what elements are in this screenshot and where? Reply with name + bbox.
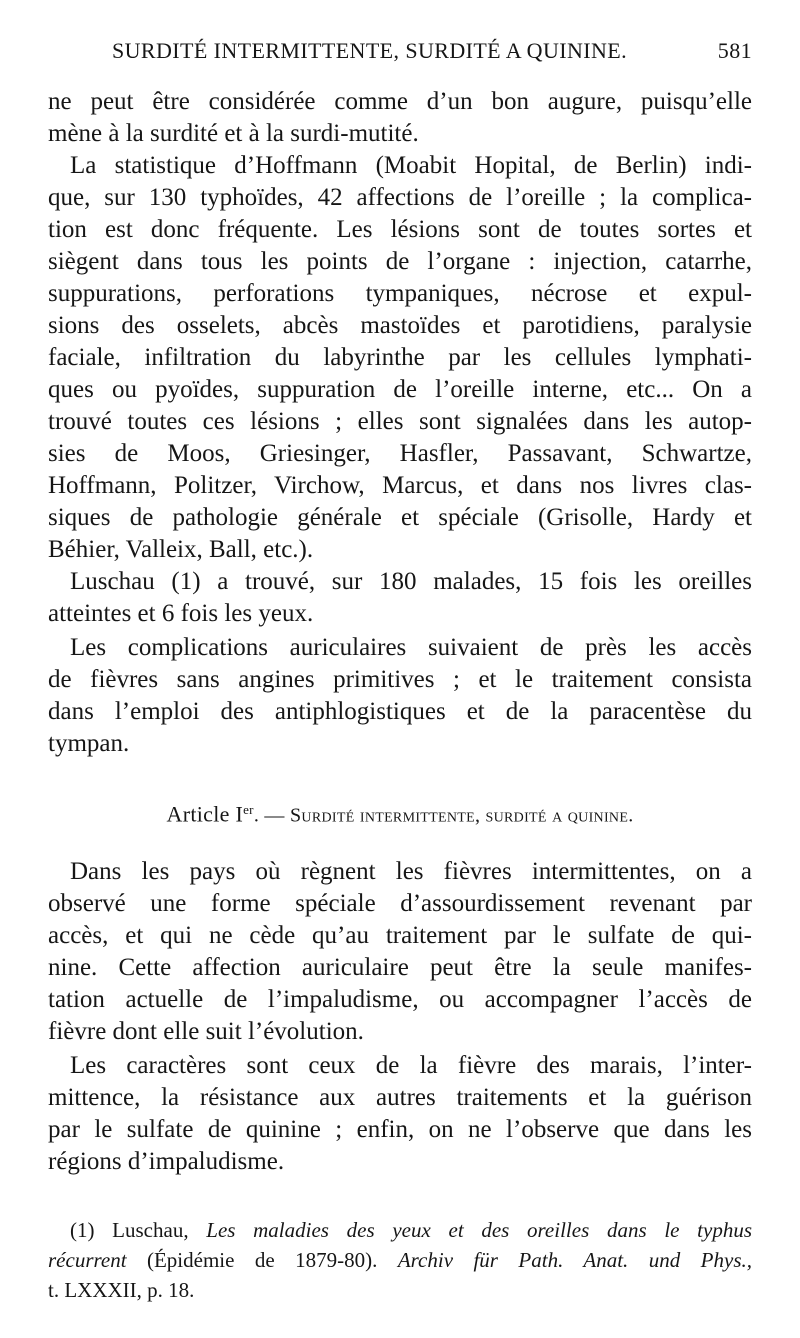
text-line: sies de Moos, Griesinger, Hasfler, Passavant, Schwartze, — [48, 440, 752, 467]
page-number: 581 — [717, 38, 752, 63]
text-line: de fièvres sans angines primitives ; et le traitement consista — [48, 666, 752, 693]
text-line: observé une forme spéciale d’assourdissement revenant par — [48, 890, 752, 917]
running-header — [48, 38, 752, 68]
text-line: régions d’impaludisme. — [48, 1148, 285, 1175]
footnote-line — [48, 1276, 752, 1304]
text-line: Les complications auriculaires suivaient de près les accès — [70, 634, 752, 661]
text-line: nine. Cette affection auriculaire peut être la seule manifes- — [48, 954, 752, 981]
text-line: tation actuelle de l’impaludisme, ou accompagner l’accès de — [48, 986, 752, 1013]
text-line: siègent dans tous les points de l’organe : injection, catarrhe, — [48, 248, 752, 275]
text-line: atteintes et 6 fois les yeux. — [48, 600, 314, 627]
text-line: La statistique d’Hoffmann (Moabit Hopital, de Berlin) indi- — [70, 152, 752, 179]
article-label: Article I — [166, 801, 244, 827]
text-line: accès, et qui ne cède qu’au traitement par le sulfate de qui- — [48, 922, 752, 949]
section-heading — [48, 796, 752, 830]
section-title: . — Surdité intermittente, surdité a quinine. — [253, 804, 634, 827]
text-line: mittence, la résistance aux autres traitements et la guérison — [48, 1084, 752, 1111]
text-line: tympan. — [48, 730, 130, 757]
text-line: suppurations, perforations tympaniques, nécrose et expul- — [48, 280, 752, 307]
footnote-title-cont: récurrent — [48, 1248, 127, 1272]
text-line: Hoffmann, Politzer, Virchow, Marcus, et dans nos livres clas- — [48, 472, 752, 499]
text-line: tion est donc fréquente. Les lésions sont de toutes sortes et — [48, 216, 752, 243]
text-line: fièvre dont elle suit l’évolution. — [48, 1018, 364, 1045]
footnote-marker: (1) Luschau, — [70, 1218, 189, 1242]
text-line: par le sulfate de quinine ; enfin, on ne l’observe que dans les — [48, 1116, 752, 1143]
footnote-title: Les maladies des yeux et des oreilles dans le typhus — [206, 1218, 752, 1242]
text-line: Béhier, Valleix, Ball, etc.). — [48, 536, 314, 563]
text-line: dans l’emploi des antiphlogistiques et de la paracentèse du — [48, 698, 752, 725]
text-line: Luschau (1) a trouvé, sur 180 malades, 15 fois les oreilles — [70, 568, 752, 595]
running-title: SURDITÉ INTERMITTENTE, SURDITÉ A QUININE. — [112, 38, 628, 63]
footnote-journal: Archiv für Path. Anat. und Phys., — [397, 1248, 752, 1272]
footnote-line — [70, 1216, 752, 1244]
footnote-line — [48, 1246, 752, 1274]
text-line: mène à la surdité et à la surdi-mutité. — [48, 120, 419, 147]
text-line: siques de pathologie générale et spéciale (Grisolle, Hardy et — [48, 504, 752, 531]
text-line: ne peut être considérée comme d’un bon augure, puisqu’elle — [48, 88, 752, 115]
text-line: faciale, infiltration du labyrinthe par les cellules lymphati- — [48, 344, 752, 371]
text-line: Dans les pays où règnent les fièvres intermittentes, on a — [70, 858, 752, 885]
footnote-ref: t. LXXXII, p. 18. — [48, 1278, 195, 1302]
footnote-middle: (Épidémie de 1879-80). — [146, 1248, 378, 1272]
text-line: ques ou pyoïdes, suppuration de l’oreille interne, etc... On a — [48, 376, 752, 403]
text-line: Les caractères sont ceux de la fièvre des marais, l’inter- — [70, 1052, 752, 1079]
article-sup: er — [243, 802, 254, 817]
text-line: trouvé toutes ces lésions ; elles sont signalées dans les autop- — [48, 408, 752, 435]
text-line: que, sur 130 typhoïdes, 42 affections de l’oreille ; la complica- — [48, 184, 752, 211]
text-line: sions des osselets, abcès mastoïdes et parotidiens, paralysie — [48, 312, 752, 339]
